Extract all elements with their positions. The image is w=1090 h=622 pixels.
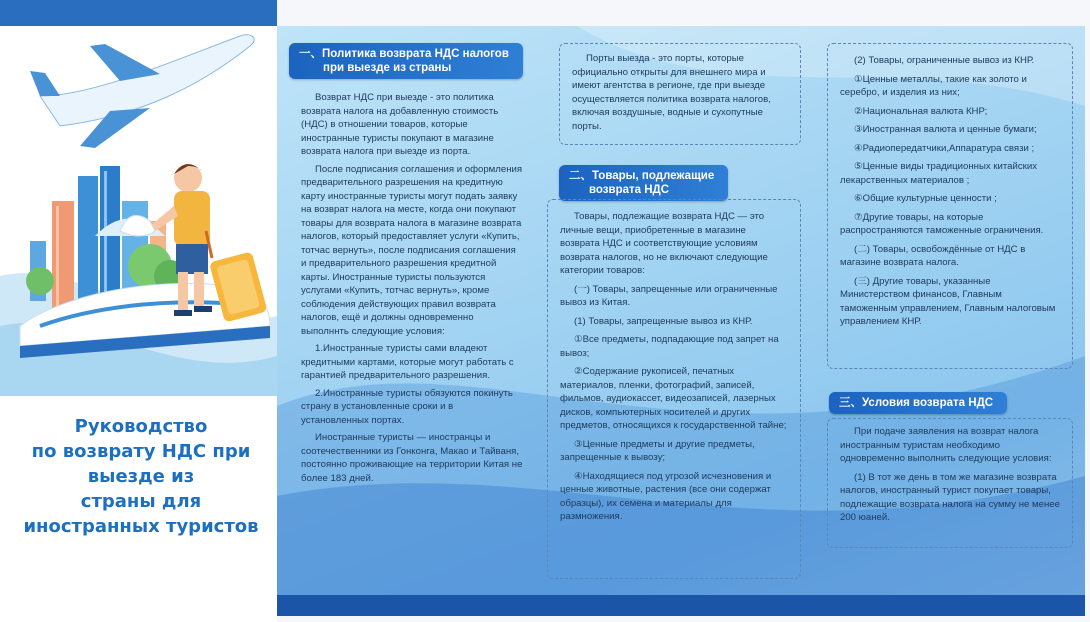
cover-panel <box>0 0 277 622</box>
section2-paragraph: (1) Товары, запрещенные вывоз из КНР. <box>574 315 753 327</box>
box2-paragraph: ②Национальная валюта КНР; <box>854 105 988 117</box>
section3-paragraph: При подаче заявления на возврат налога иностранным туристам необходимо одновременно выполнить следующие условия: <box>840 426 1052 464</box>
ports-info-text: Порты выезда - это порты, которые официально открыты для внешнего мира и имеют агентства в регионе, где при выезде осуществляется политика возврата налогов, включая воздушные, водные и сухопутные порты. <box>572 53 771 132</box>
section1-paragraph: Иностранные туристы — иностранцы и соотечественники из Гонконга, Макао и Тайваня, постоянно проживающие на территории Китая не более 183 дней. <box>301 432 523 484</box>
box2-paragraph: (2) Товары, ограниченные вывоз из КНР. <box>854 55 1035 66</box>
cover-title-line: выезде из <box>87 466 195 487</box>
restricted-goods-box <box>827 43 1073 369</box>
box2-paragraph: (三) Другие товары, указанные Министерством финансов, Главным таможенным управлением, Главным налоговым управлением КНР. <box>840 275 1056 327</box>
section2-heading-line2: возврата НДС <box>589 184 670 196</box>
section2-paragraph: (一) Товары, запрещенные или ограниченные вывоз из Китая. <box>560 283 778 308</box>
section2-column <box>559 165 801 201</box>
section2-heading-line1: 二、Товары, подлежащие <box>569 170 715 182</box>
section1-column <box>289 43 533 485</box>
ports-info-box <box>559 43 801 145</box>
section2-paragraph: ②Содержание рукописей, печатных материалов, пленки, фотографий, записей, фильмов, аудиокассет, видеозаписей, лазерных дисков, компьютерных носителей и других предметов, относящихся к государственной тайне; <box>560 366 787 431</box>
section3-heading: 三、Условия возврата НДС <box>829 392 1007 414</box>
section1-heading <box>289 43 523 79</box>
section1-paragraph: 2.Иностранные туристы обязуются покинуть страну в установленные сроки и в установленных портах. <box>301 387 513 426</box>
cover-top-bar <box>0 0 277 26</box>
section2-paragraph: Товары, подлежащие возврата НДС — это личные вещи, приобретенные в магазине возврата НДС и соответствующие условиям возврата налогов, но не включают следующие категории товаров: <box>560 211 768 276</box>
box2-paragraph: ③Иностранная валюта и ценные бумаги; <box>854 124 1037 135</box>
section2-paragraph: ①Все предметы, подпадающие под запрет на вывоз; <box>560 334 779 359</box>
section1-paragraph: После подписания соглашения и оформления предварительного разрешения на кредитную карту иностранные туристы могут подать заявку на возврат налога на месте, когда они покупают товары для возврата налога в магазине возврата налогов, который предоставляет услуги «Купить, тотчас вернуть», после подписания соглашения и предварительного разрешения кредитной карты. Иностранные туристы пользуются услугами «Купить, тотчас вернуть», кроме соблюдения действующих правил возврата налогов, ещё и должны одновременно выполннть следующие условия: <box>301 163 523 337</box>
cover-title-line: страны для <box>80 491 202 512</box>
section1-paragraph: 1.Иностранные туристы сами владеют кредитными картами, которые могут работать с гарантией предварительного разрешения. <box>301 343 514 381</box>
cover-title-line: по возврату НДС при <box>31 441 251 462</box>
conditions-box <box>827 418 1073 548</box>
content-panel <box>277 26 1085 616</box>
cover-illustration <box>0 26 277 396</box>
section1-heading-line2: при выезде из страны <box>323 62 452 74</box>
box2-paragraph: ⑥Общие культурные ценности ; <box>854 193 997 204</box>
section2-paragraph: ③Ценные предметы и другие предметы, запрещенные к вывозу; <box>560 438 755 463</box>
box2-paragraph: ①Ценные металлы, такие как золото и серебро, и изделия из них; <box>840 73 1027 98</box>
box2-paragraph: ④Радиопередатчики,Аппаратура связи ; <box>854 142 1035 154</box>
section2-paragraph: ④Находящиеся под угрозой исчезновения и ценные животные, растения (все они содержат образцы), их семена и материалы для размножения. <box>560 470 772 522</box>
section3-paragraph: (1) В тот же день в том же магазине возврата налогов, иностранный турист покупает товары, подлежащие возврата налога на сумму не менее 200 юаней. <box>840 471 1060 523</box>
cover-title-line: Руководство <box>74 416 208 437</box>
box2-paragraph: ⑤Ценные виды традиционных китайских лекарственных материалов ; <box>840 161 1037 186</box>
section1-heading-line1: 一、Политика возврата НДС налогов <box>299 48 509 60</box>
section3-column <box>829 392 1073 414</box>
section1-paragraph: Возврат НДС при выезде - это политика возврата налога на добавленную стоимость (НДС) в отношении товаров, которые иностранные туристы покупают в магазине возврата налога при выезде из порта. <box>301 92 499 157</box>
goods-box <box>547 199 801 579</box>
box2-paragraph: (二) Товары, освобождённые от НДС в магазине возврата налога. <box>840 243 1026 268</box>
airplane-icon <box>30 35 254 148</box>
cover-title-line: иностранных туристов <box>23 516 259 537</box>
box2-paragraph: ⑦Другие товары, на которые распространяются таможенные ограничения. <box>840 211 1044 236</box>
section2-heading <box>559 165 728 201</box>
bottom-bar <box>277 595 1085 616</box>
cover-title <box>10 414 272 539</box>
